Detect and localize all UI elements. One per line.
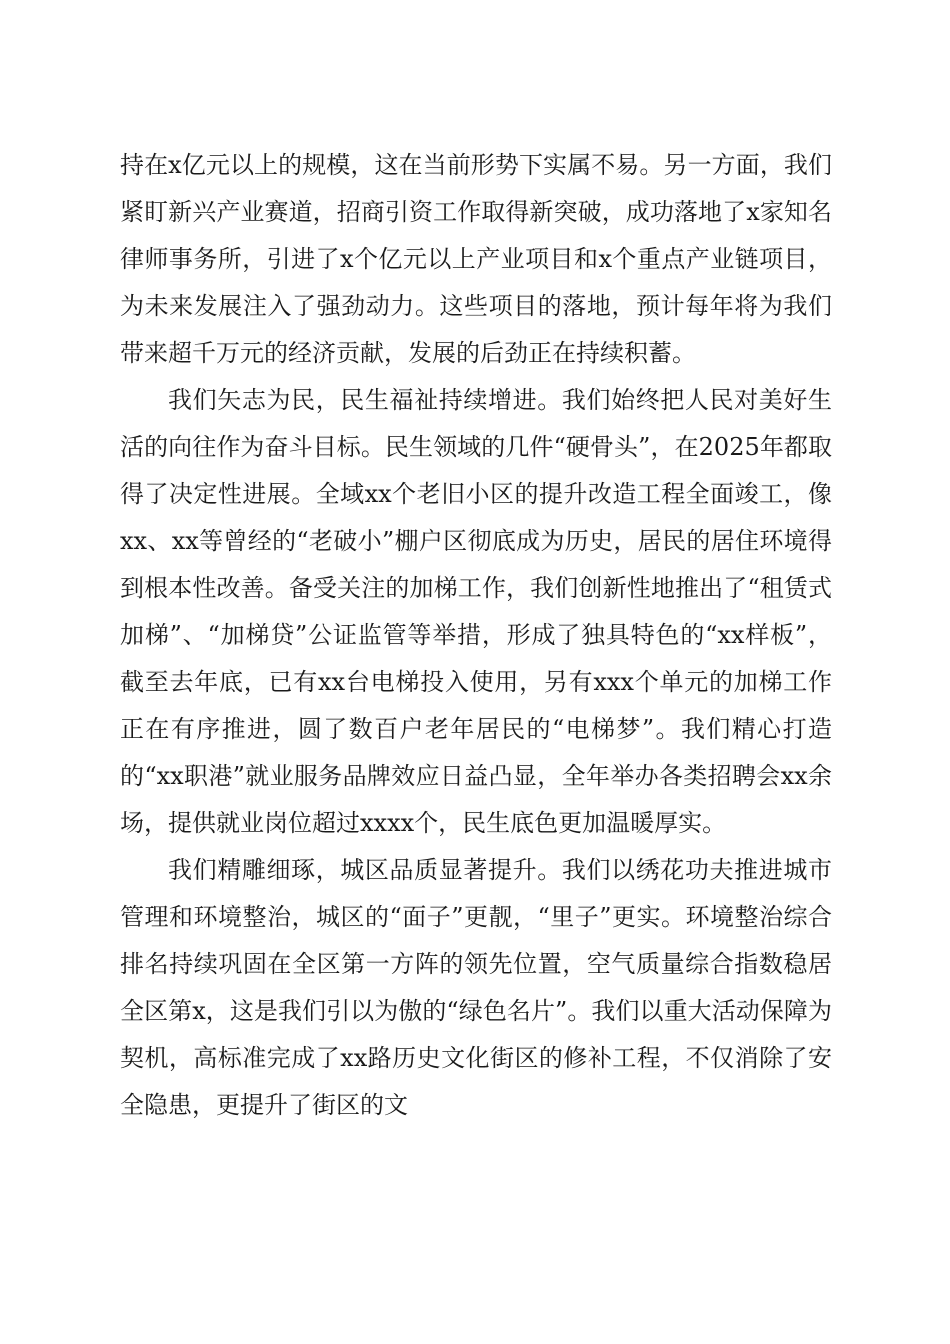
paragraph-2: 我们矢志为民，民生福祉持续增进。我们始终把人民对美好生活的向往作为奋斗目标。民生领域的几件“硬骨头”，在2025年都取得了决定性进展。全域xx个老旧小区的提升改造工程全面竣工，像xx、xx等曾经的“老破小”棚户区彻底成为历史，居民的居住环境得到根本性改善。备受关注的加梯工作，我们创新性地推出了“租赁式加梯”、“加梯贷”公证监管等举措，形成了独具特色的“xx样板”，截至去年底，已有xx台电梯投入使用，另有xxx个单元的加梯工作正在有序推进，圆了数百户老年居民的“电梯梦”。我们精心打造的“xx职港”就业服务品牌效应日益凸显，全年举办各类招聘会xx余场，提供就业岗位超过xxxx个，民生底色更加温暖厚实。 <box>120 386 832 837</box>
paragraph-3: 我们精雕细琢，城区品质显著提升。我们以绣花功夫推进城市管理和环境整治，城区的“面子”更靓，“里子”更实。环境整治综合排名持续巩固在全区第一方阵的领先位置，空气质量综合指数稳居全区第x，这是我们引以为傲的“绿色名片”。我们以重大活动保障为契机，高标准完成了xx路历史文化街区的修补工程，不仅消除了安全隐患，更提升了街区的文 <box>120 856 832 1119</box>
paragraph-1: 持在x亿元以上的规模，这在当前形势下实属不易。另一方面，我们紧盯新兴产业赛道，招商引资工作取得新突破，成功落地了x家知名律师事务所，引进了x个亿元以上产业项目和x个重点产业链项目，为未来发展注入了强劲动力。这些项目的落地，预计每年将为我们带来超千万元的经济贡献，发展的后劲正在持续积蓄。 <box>120 151 832 367</box>
document-body <box>120 142 832 1129</box>
